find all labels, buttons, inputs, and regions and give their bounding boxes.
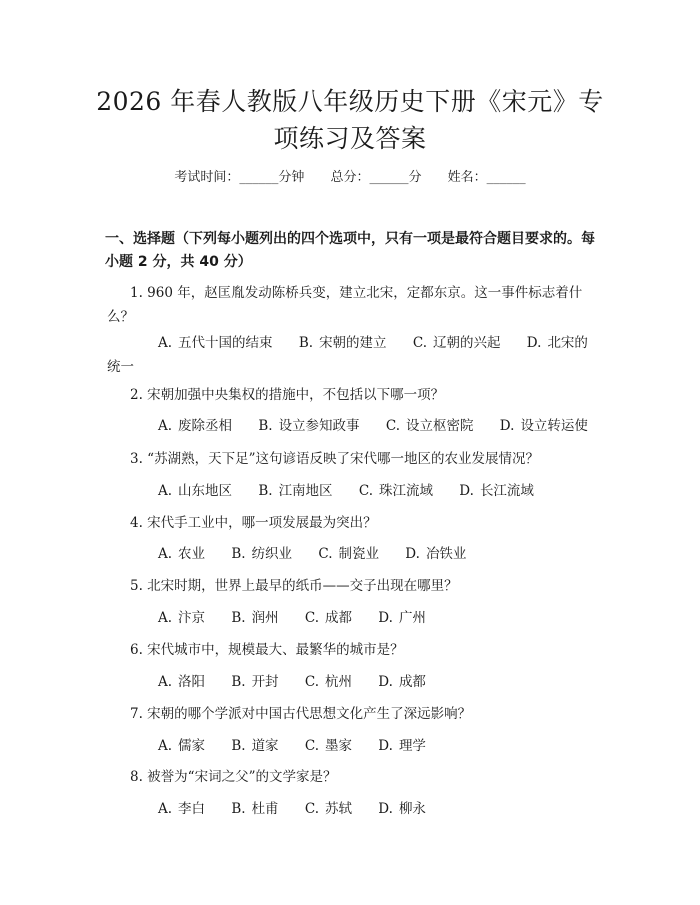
question-8-option-b	[231, 797, 278, 821]
option-text: 废除丞相	[178, 418, 233, 434]
question-1-option-a	[158, 335, 273, 351]
option-letter: D.	[499, 418, 515, 434]
question-4-options	[107, 542, 599, 566]
question-7-option-d	[378, 734, 426, 758]
option-letter: C.	[385, 418, 400, 434]
question-8-stem: 8. 被誉为“宋词之父”的文学家是？	[130, 769, 337, 785]
option-text: 五代十国的结束	[178, 335, 273, 351]
question-3-stem: 3. “苏湖熟，天下足”这句谚语反映了宋代哪一地区的农业发展情况？	[130, 451, 539, 467]
option-text: 柳永	[398, 801, 426, 817]
exam-time-field: 考试时间：______分钟	[174, 170, 305, 185]
question-1-option-b	[299, 335, 387, 351]
question-6-option-c	[305, 670, 352, 694]
option-text: 成都	[325, 610, 352, 626]
question-2-option-c	[386, 414, 474, 438]
question-8-option-d	[378, 797, 426, 821]
option-text: 制瓷业	[338, 546, 379, 562]
question-3-option-d	[459, 479, 534, 503]
option-letter: A.	[158, 335, 173, 351]
option-letter: D.	[378, 610, 393, 626]
option-text: 江南地区	[278, 483, 333, 499]
question-6-option-d	[378, 670, 426, 694]
question-3-option-a	[158, 479, 232, 503]
question-4-option-d	[405, 542, 466, 566]
option-text: 李白	[178, 801, 206, 817]
option-text: 汴京	[178, 610, 206, 626]
option-text: 广州	[398, 610, 426, 626]
option-letter: B.	[231, 546, 246, 562]
option-text: 设立转运使	[520, 418, 588, 434]
question-1-options	[107, 331, 599, 379]
document-title-line-1: 2026 年春人教版八年级历史下册《宋元》专	[96, 87, 604, 116]
question-7-stem: 7. 宋朝的哪个学派对中国古代思想文化产生了深远影响？	[130, 706, 472, 722]
question-2-option-d	[500, 414, 588, 438]
option-letter: B.	[298, 335, 314, 351]
question-4-option-a	[158, 542, 205, 566]
option-letter: D.	[378, 801, 393, 817]
option-text: 农业	[178, 546, 206, 562]
option-letter: A.	[158, 418, 173, 434]
exam-score-field: 总分：______分	[330, 170, 422, 185]
option-text: 开封	[251, 674, 279, 690]
option-letter: A.	[158, 483, 173, 499]
question-7-option-b	[231, 734, 278, 758]
option-text: 润州	[251, 610, 279, 626]
option-letter: A.	[158, 546, 173, 562]
question-6-options	[107, 670, 599, 694]
question-5-stem: 5. 北宋时期，世界上最早的纸币——交子出现在哪里？	[130, 578, 458, 594]
option-letter: D.	[526, 335, 542, 351]
option-letter: A.	[158, 801, 173, 817]
option-letter: C.	[304, 738, 319, 754]
option-letter: C.	[318, 546, 333, 562]
question-6-stem: 6. 宋代城市中，规模最大、最繁华的城市是？	[130, 642, 404, 658]
option-letter: D.	[378, 738, 393, 754]
option-letter: D.	[405, 546, 420, 562]
question-5-option-d	[378, 606, 426, 630]
option-text: 设立参知政事	[278, 418, 360, 434]
question-2-options	[107, 414, 599, 438]
question-4-stem: 4. 宋代手工业中，哪一项发展最为突出？	[130, 515, 377, 531]
option-text: 儒家	[178, 738, 206, 754]
exam-name-field: 姓名：______	[447, 170, 526, 185]
question-7-option-c	[305, 734, 352, 758]
option-letter: D.	[378, 674, 393, 690]
question-5-option-c	[305, 606, 352, 630]
option-letter: C.	[358, 483, 373, 499]
question-2-option-a	[158, 414, 232, 438]
option-letter: A.	[158, 674, 173, 690]
option-text: 设立枢密院	[406, 418, 474, 434]
option-letter: A.	[158, 738, 173, 754]
option-text: 洛阳	[178, 674, 206, 690]
option-text: 珠江流域	[379, 483, 433, 499]
question-2-option-b	[258, 414, 359, 438]
option-text: 辽朝的兴起	[433, 335, 501, 351]
option-letter: B.	[231, 801, 246, 817]
option-text: 杭州	[325, 674, 352, 690]
question-1-stem: 1. 960 年，赵匡胤发动陈桥兵变，建立北宋，定都东京。这一事件标志着什么？	[107, 285, 583, 325]
option-letter: A.	[158, 610, 173, 626]
question-3-options	[107, 479, 599, 503]
question-7-option-a	[158, 734, 205, 758]
option-letter: B.	[231, 610, 246, 626]
option-text: 苏轼	[325, 801, 352, 817]
question-6-option-b	[231, 670, 278, 694]
option-letter: C.	[304, 674, 319, 690]
option-letter: D.	[459, 483, 474, 499]
option-text: 墨家	[325, 738, 352, 754]
question-5-options	[107, 606, 599, 630]
section-heading: 一、选择题（下列每小题列出的四个选项中，只有一项是最符合题目要求的。每小题 2 分，共 40 分）	[105, 231, 595, 270]
question-4-option-b	[231, 542, 292, 566]
question-6-option-a	[158, 670, 205, 694]
option-letter: B.	[231, 674, 246, 690]
question-5-option-a	[158, 606, 205, 630]
option-text: 北宋的统一	[107, 335, 588, 375]
option-text: 杜甫	[251, 801, 279, 817]
question-3-option-c	[359, 479, 433, 503]
option-text: 道家	[251, 738, 279, 754]
question-3-option-b	[258, 479, 332, 503]
option-text: 纺织业	[251, 546, 293, 562]
option-letter: C.	[304, 801, 319, 817]
option-text: 长江流域	[479, 483, 534, 499]
option-letter: B.	[258, 418, 273, 434]
question-8-option-a	[158, 797, 205, 821]
option-letter: C.	[304, 610, 319, 626]
exam-info	[0, 168, 700, 188]
option-letter: B.	[231, 738, 246, 754]
question-8-option-c	[305, 797, 352, 821]
question-8-options	[107, 797, 599, 821]
question-7-options	[107, 734, 599, 758]
option-letter: B.	[258, 483, 273, 499]
question-2-stem: 2. 宋朝加强中央集权的措施中，不包括以下哪一项？	[130, 387, 445, 403]
question-1-option-c	[413, 335, 501, 351]
option-text: 冶铁业	[425, 546, 467, 562]
option-letter: C.	[412, 335, 427, 351]
question-5-option-b	[231, 606, 278, 630]
option-text: 宋朝的建立	[319, 335, 387, 351]
option-text: 成都	[398, 674, 426, 690]
question-4-option-c	[318, 542, 379, 566]
option-text: 山东地区	[178, 483, 233, 499]
document-title-line-2: 项练习及答案	[273, 124, 427, 153]
option-text: 理学	[398, 738, 426, 754]
